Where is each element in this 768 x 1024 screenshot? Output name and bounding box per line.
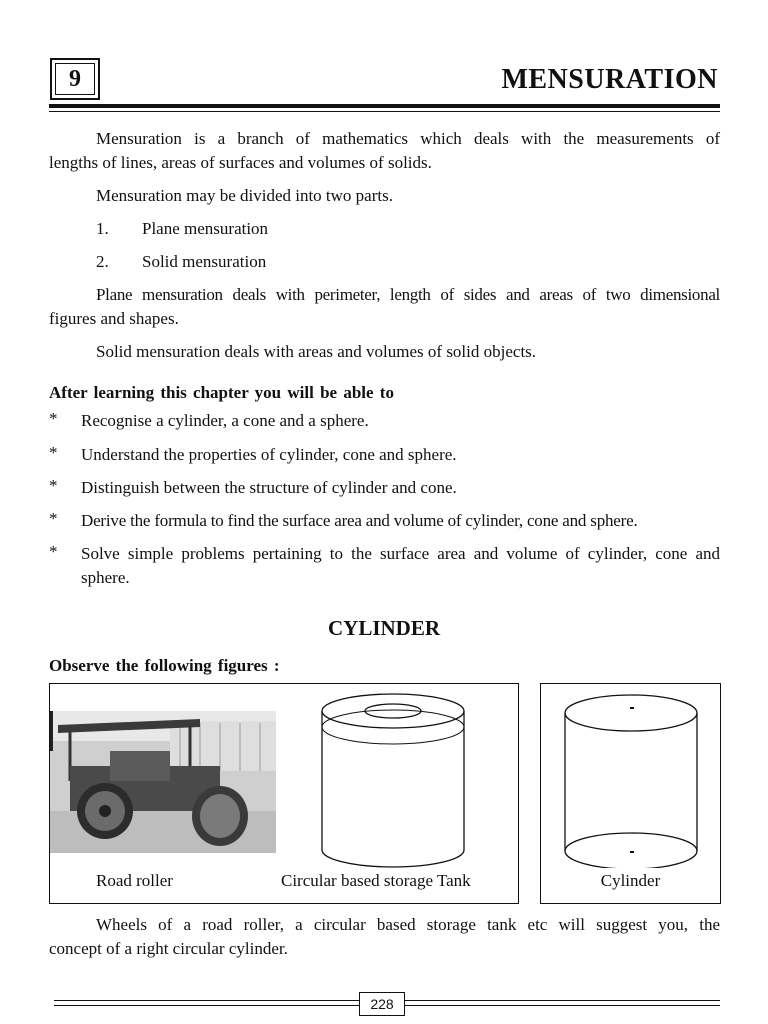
intro-paragraph-4: Solid mensuration deals with areas and volumes of solid objects. [96,342,537,361]
cylinder-image [559,688,704,868]
intro-paragraph-1-line-1: Mensuration is a branch of mathematics which deals with the measurements of [96,129,720,148]
road-roller-caption: Road roller [96,871,173,890]
header-rule-thick [49,104,720,108]
intro-paragraph-1-line-2: lengths of lines, areas of surfaces and volumes of solids. [49,153,432,172]
list-item-2: Solid mensuration [142,252,267,271]
section-title: CYLINDER [327,616,440,640]
storage-tank-image [320,692,470,872]
objectives-heading: After learning this chapter you will be able to [49,383,394,402]
list-number-2: 2. [96,252,109,271]
intro-paragraph-3-line-2: figures and shapes. [49,309,179,328]
bullet-marker: * [49,443,58,462]
objective-item-3: Distinguish between the structure of cylinder and cone. [81,478,457,497]
list-number-1: 1. [96,219,109,238]
chapter-title: MENSURATION [501,64,718,95]
closing-paragraph-line-1: Wheels of a road roller, a circular based storage tank etc will suggest you, the [96,915,720,934]
objective-item-2: Understand the properties of cylinder, cone and sphere. [81,445,457,464]
storage-tank-caption: Circular based storage Tank [281,871,471,890]
observe-heading: Observe the following figures : [49,656,280,675]
intro-paragraph-3-line-1: Plane mensuration deals with perimeter, length of sides and areas of two dimensional [96,285,720,304]
closing-paragraph-line-2: concept of a right circular cylinder. [49,939,288,958]
footer-rule-right-bottom [404,1005,720,1006]
cylinder-caption: Cylinder [600,871,661,890]
figure-box-right [540,683,721,904]
road-roller-image [50,711,276,853]
footer-rule-left-bottom [54,1005,360,1006]
objective-item-4: Derive the formula to find the surface area and volume of cylinder, cone and sphere. [81,511,638,530]
footer-rule-left-top [54,1000,360,1001]
chapter-number: 9 [55,63,95,95]
bullet-marker: * [49,542,58,561]
bullet-marker: * [49,509,58,528]
list-item-1: Plane mensuration [142,219,269,238]
chapter-number-box [50,58,100,100]
bullet-marker: * [49,409,58,428]
bullet-marker: * [49,476,58,495]
objective-item-1: Recognise a cylinder, a cone and a sphere. [81,411,369,430]
header-rule-thin [49,111,720,112]
figure-box-left [49,683,519,904]
page-number: 228 [359,992,405,1016]
objective-item-5: Solve simple problems pertaining to the surface area and volume of cylinder, cone and sphere. [81,544,720,587]
intro-paragraph-2: Mensuration may be divided into two parts. [96,186,393,205]
footer-rule-right-top [404,1000,720,1001]
